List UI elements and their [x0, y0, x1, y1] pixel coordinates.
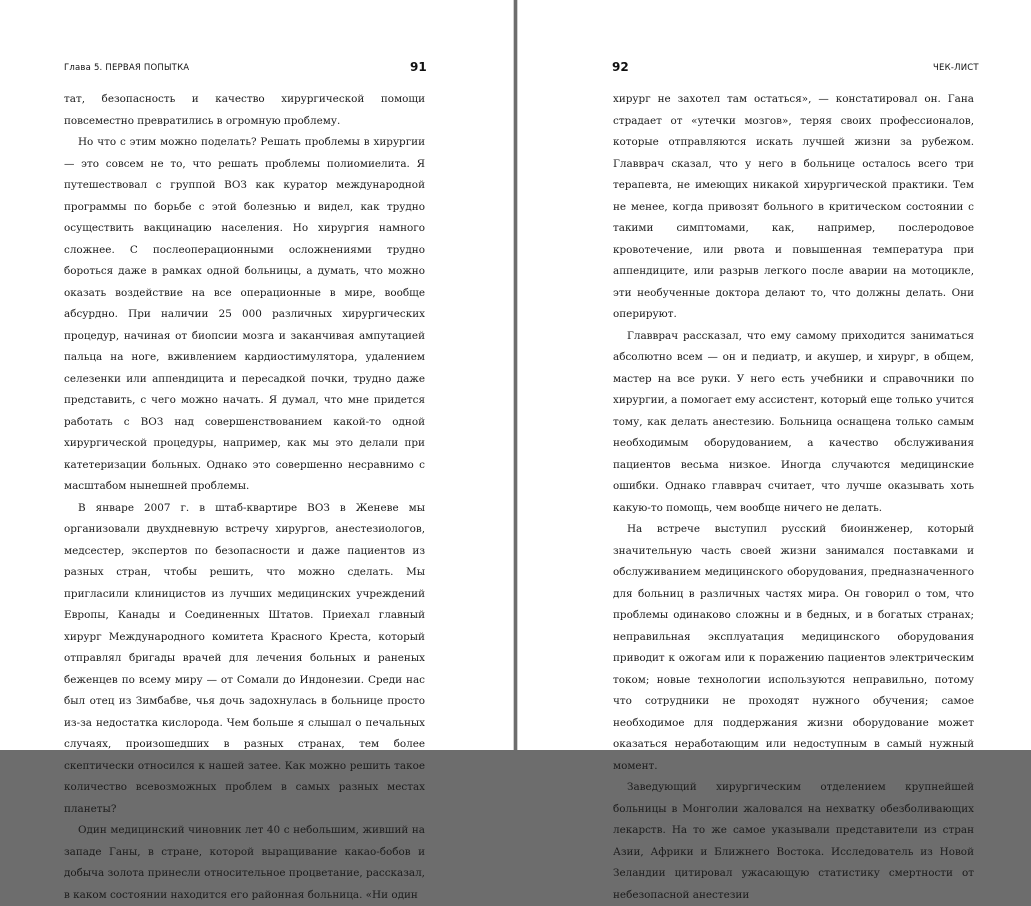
paragraph: Один медицинский чиновник лет 40 с небольшим, живший на западе Ганы, в стране, которой выращивание какао-бобов и добыча золота принесли относительное процветание, рассказал, в каком состоянии находится его районная больница. «Ни один — [64, 824, 425, 901]
page-number-right: 92 — [612, 60, 629, 74]
right-page — [517, 0, 1031, 901]
body-text-left — [64, 89, 425, 906]
paragraph: хирург не захотел там остаться», — констатировал он. Гана страдает от «утечки мозгов», теряя своих профессионалов, которые отправляются искать лучшей жизни за рубежом. Главврач сказал, что у него в больнице осталось всего три терапевта, не имеющих никакой хирургической практики. Тем не менее, когда привозят больного в критическом состоянии с такими симптомами, как, например, послеродовое кровотечение, или рвота и повышенная температура при аппендиците, или разрыв легкого после аварии на мотоцикле, эти необученные доктора делают то, что должны делать. Они оперируют. — [613, 93, 974, 320]
body-text-right — [613, 89, 974, 906]
paragraph: Главврач рассказал, что ему самому приходится заниматься абсолютно всем — он и педиатр, и акушер, и хирург, в общем, мастер на все руки. У него есть учебники и справочники по хирургии, а помогает ему ассистент, который еще только учится тому, как делать анестезию. Больница оснащена только самым необходимым оборудованием, а качество обслуживания пациентов весьма низкое. Иногда случаются медицинские ошибки. Однако главврач считает, что лучше оказывать хоть какую-то помощь, чем вообще ничего не делать. — [613, 329, 974, 514]
left-page — [0, 0, 514, 901]
paragraph: В январе 2007 г. в штаб-квартире ВОЗ в Женеве мы организовали двухдневную встречу хирургов, анестезиологов, медсестер, экспертов по безопасности и даже пациентов из разных стран, чтобы решить, что можно сделать. Мы пригласили клиницистов из лучших медицинских учреждений Европы, Канады и Соединенных Штатов. Приехал главный хирург Международного комитета Красного Креста, который отправлял бригады врачей для лечения больных и раненых беженцев по всему миру — от Сомали до Индонезии. Среди нас был отец из Зимбабве, чья дочь задохнулась в больнице просто из-за недостатка кислорода. Чем больше я слышал о печальных случаях, произошедших в разных странах, тем более скептически относился к нашей затее. Как можно решить такое количество всевозможных проблем в самых разных местах планеты? — [64, 501, 425, 815]
paragraph: Но что с этим можно поделать? Решать проблемы в хирургии — это совсем не то, что решать проблемы полиомиелита. Я путешествовал с группой ВОЗ как куратор международной программы по борьбе с этой болезнью и видел, как трудно осуществить вакцинацию населения. Но хирургия намного сложнее. С послеоперационными осложнениями трудно бороться даже в рамках одной больницы, а думать, что можно оказать воздействие на все операционные в мире, вообще абсурдно. При наличии 25 000 различных хирургических процедур, начиная от биопсии мозга и заканчивая ампутацией пальца на ноге, вживлением кардиостимулятора, удалением селезенки или аппендицита и пересадкой почки, трудно даже представить, с чего можно начать. Я думал, что мне придется работать с ВОЗ над совершенствованием какой-то одной хирургической процедуры, например, как мы это делали при катетеризации больных. Однако это совершенно несравнимо с масштабом нынешней проблемы. — [64, 136, 425, 492]
paragraph: тат, безопасность и качество хирургической помощи повсеместно превратились в огромную проблему. — [64, 93, 425, 127]
paragraph: Заведующий хирургическим отделением крупнейшей больницы в Монголии жаловался на нехватку обезболивающих лекарств. На то же самое указывали представители из стран Азии, Африки и Ближнего Востока. Исследователь из Новой Зеландии цитировал ужасающую статистику смертности от небезопасной анестезии — [613, 781, 974, 901]
paragraph: На встрече выступил русский биоинженер, который значительную часть своей жизни занимался поставками и обслуживанием медицинского оборудования, предназначенного для больниц в различных частях мира. Он говорил о том, что проблемы одинаково сложны и в бедных, и в богатых странах; неправильная эксплуатация медицинского оборудования приводит к ожогам или к поражению пациентов электрическим током; новые технологии используются неправильно, потому что сотрудники не проходят нужного обучения; самое необходимое для поддержания жизни оборудование может оказаться неработающим или недоступным в самый нужный момент. — [613, 523, 974, 772]
running-header-right: ЧЕК-ЛИСТ — [933, 63, 979, 73]
page-number-left: 91 — [410, 60, 427, 74]
running-header-left: Глава 5. ПЕРВАЯ ПОПЫТКА — [64, 63, 190, 73]
